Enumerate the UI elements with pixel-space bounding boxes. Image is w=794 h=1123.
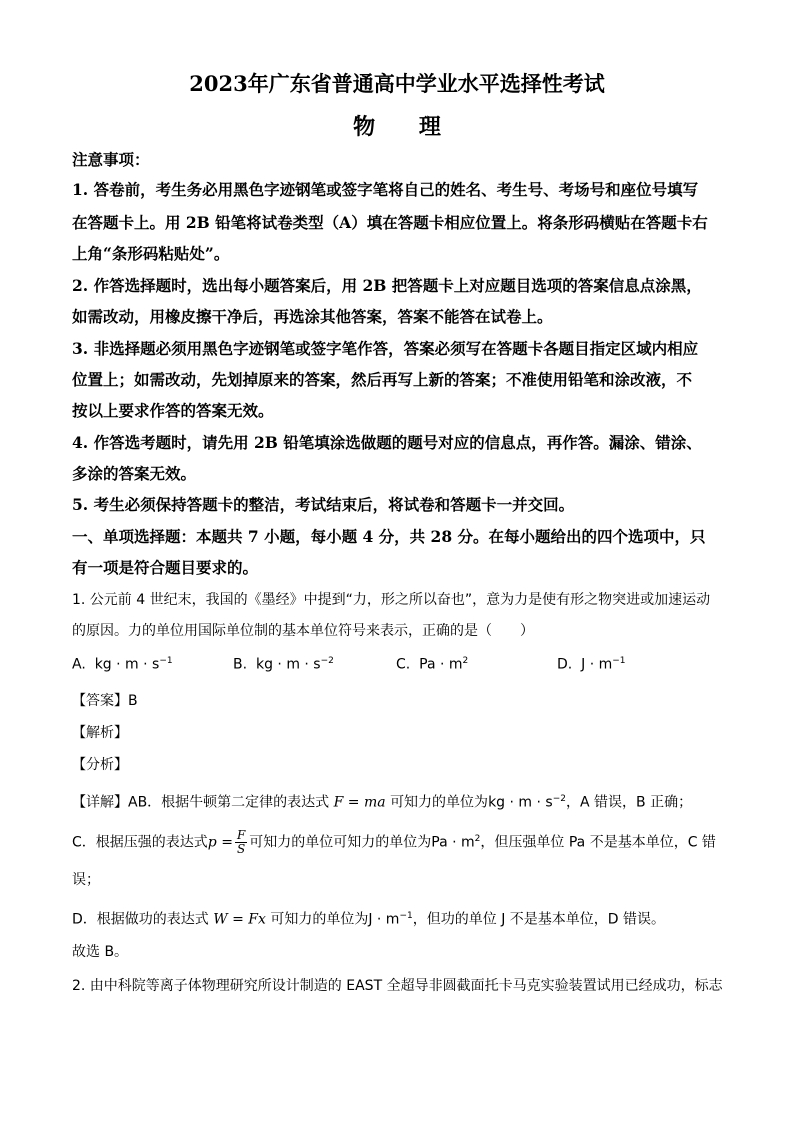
notice-line: 4. 作答选考题时，请先用 2B 铅笔填涂选做题的题号对应的信息点，再作答。漏涂、错涂、 [72, 433, 702, 452]
notice-line: 按以上要求作答的答案无效。 [72, 401, 274, 420]
notice-line: 2. 作答选择题时，选出每小题答案后，用 2B 把答题卡上对应题目选项的答案信息点涂黑， [72, 276, 702, 295]
fraction-f-over-s: $\frac{F}{S}$ [236, 828, 246, 857]
analysis-label: 【解析】 [72, 725, 128, 741]
notice-line: 1. 答卷前，考生务必用黑色字迹钢笔或签字笔将自己的姓名、考生号、考场号和座位号填写 [72, 180, 699, 199]
choose-line: 故选 B。 [72, 944, 129, 960]
notice-line: 在答题卡上。用 2B 铅笔将试卷类型（A）填在答题卡相应位置上。将条形码横贴在答题卡右 [72, 213, 708, 232]
answer-label: 【答案】B [72, 693, 138, 709]
question-stem: 的原因。力的单位用国际单位制的基本单位符号来表示，正确的是（ ） [72, 623, 534, 639]
exam-title: 2023年广东省普通高中学业水平选择性考试 [189, 71, 605, 96]
question-stem: 2. 由中科院等离子体物理研究所设计制造的 EAST 全超导非圆截面托卡马克实验装置试用已经成功，标志 [72, 978, 723, 994]
notice-line: 如需改动，用橡皮擦干净后，再选涂其他答案，答案不能答在试卷上。 [72, 307, 553, 326]
question-stem: 1. 公元前 4 世纪末，我国的《墨经》中提到“力，形之所以奋也”，意为力是使有形之物突进或加速运动 [72, 592, 711, 608]
notice-line: 5. 考生必须保持答题卡的整洁，考试结束后，将试卷和答题卡一并交回。 [72, 495, 575, 514]
notice-line: 3. 非选择题必须用黑色字迹钢笔或签字笔作答，答案必须写在答题卡各题目指定区域内相应 [72, 339, 699, 358]
option-d: D. $J \cdot m^{-1}$ [557, 656, 626, 673]
section-heading: 一、单项选择题：本题共 7 小题，每小题 4 分，共 28 分。在每小题给出的四个选项中，只 [72, 527, 706, 546]
subject-title: 物 理 [353, 114, 459, 140]
notice-line: 上角“条形码粘贴处”。 [72, 244, 230, 263]
option-c: C. $Pa \cdot m^2$ [396, 656, 469, 673]
notice-line: 多涂的答案无效。 [72, 464, 197, 483]
notice-heading: 注意事项： [72, 150, 150, 169]
fenxi-label: 【分析】 [72, 757, 128, 773]
option-a: A. kg · $m \cdot s^{-1}$ [72, 656, 173, 673]
notice-line: 位置上；如需改动，先划掉原来的答案，然后再写上新的答案；不准使用铅笔和涂改液，不 [72, 370, 693, 389]
detail-line-d: D．根据做功的表达式 W = Fx 可知力的单位为$J \cdot m^{-1}$，但功的单位 J 不是基本单位，D 错误。 [72, 911, 666, 928]
section-heading: 有一项是符合题目要求的。 [72, 558, 259, 577]
option-b: B. kg · $m \cdot s^{-2}$ [233, 656, 334, 673]
detail-line-c: C．根据压强的表达式p = $\frac{F}{S}$ 可知力的单位可知力的单位为$Pa \cdot m^2$，但压强单位 Pa 不是基本单位，C 错 [72, 828, 716, 857]
detail-line-c-wrap: 误； [72, 872, 100, 888]
detail-line-ab: 【详解】AB．根据牛顿第二定律的表达式 F = ma 可知力的单位为kg · $m \cdot s^{-2}$，A 错误，B 正确； [72, 794, 693, 811]
